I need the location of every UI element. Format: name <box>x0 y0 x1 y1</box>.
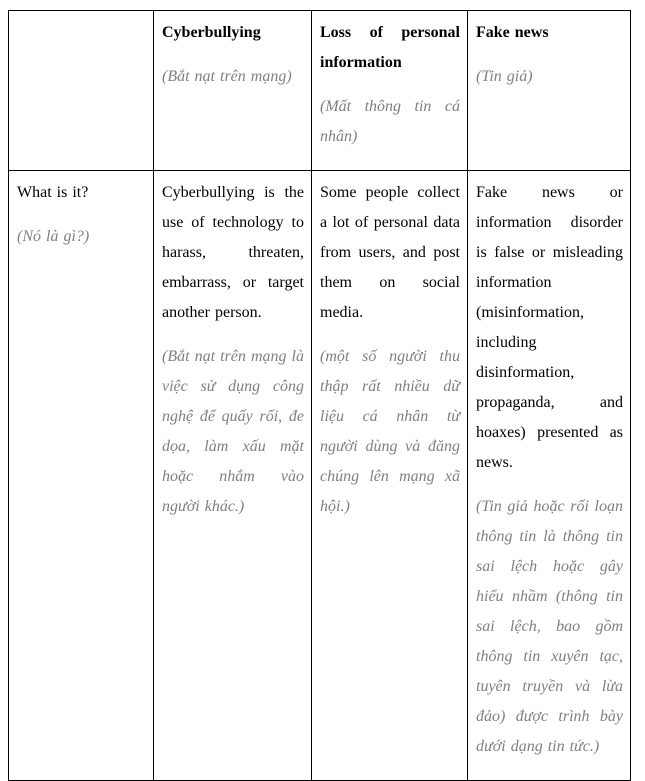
column-title-fake-news-vietnamese: (Tin giả) <box>476 68 533 85</box>
fake-news-definition-vietnamese: (Tin giả hoặc rối loạn thông tin là thông tin sai lệch hoặc gây hiểu nhầm (thông tin sai lệch, bao gồm thông tin xuyên tạc, tuyên truyền và lừa đảo) được trình bày dưới dạng tin tức.) <box>476 498 623 755</box>
row-label-cell <box>9 171 154 781</box>
cyberbullying-definition-english: Cyberbullying is the use of technology to harass, threaten, embarrass, or target another person. <box>162 184 304 321</box>
header-cell-empty <box>9 11 154 171</box>
loss-of-personal-information-definition-vietnamese: (một số người thu thập rất nhiều dữ liệu cá nhân từ người dùng và đăng chúng lên mạng xã hội.) <box>320 348 460 515</box>
column-title-cyberbullying: Cyberbullying <box>162 24 261 41</box>
header-row <box>9 11 631 171</box>
column-title-cyberbullying-vietnamese: (Bắt nạt trên mạng) <box>162 68 292 85</box>
column-title-loss-of-personal-information: Loss of personal information <box>320 24 460 71</box>
fake-news-definition-english: Fake news or information disorder is false or misleading information (misinformation, including disinformation, propaganda, and hoaxes) presented as news. <box>476 184 623 471</box>
loss-of-personal-information-definition-english: Some people collect a lot of personal data from users, and post them on social media. <box>320 184 460 321</box>
row-label-what-is-it: What is it? <box>17 184 89 201</box>
cell-loss-of-personal-information-definition <box>312 171 468 781</box>
column-title-fake-news: Fake news <box>476 24 549 41</box>
comparison-table <box>8 10 631 781</box>
column-title-loss-of-personal-information-vietnamese: (Mất thông tin cá nhân) <box>320 98 460 145</box>
cyberbullying-definition-vietnamese: (Bắt nạt trên mạng là việc sử dụng công nghệ để quấy rối, đe dọa, làm xấu mặt hoặc nhắm vào người khác.) <box>162 348 304 515</box>
cell-cyberbullying-definition <box>154 171 312 781</box>
cell-fake-news-definition <box>468 171 631 781</box>
what-is-it-row <box>9 171 631 781</box>
header-cell-loss-of-personal-information <box>312 11 468 171</box>
row-label-what-is-it-vietnamese: (Nó là gì?) <box>17 228 90 245</box>
header-cell-fake-news <box>468 11 631 171</box>
header-cell-cyberbullying <box>154 11 312 171</box>
